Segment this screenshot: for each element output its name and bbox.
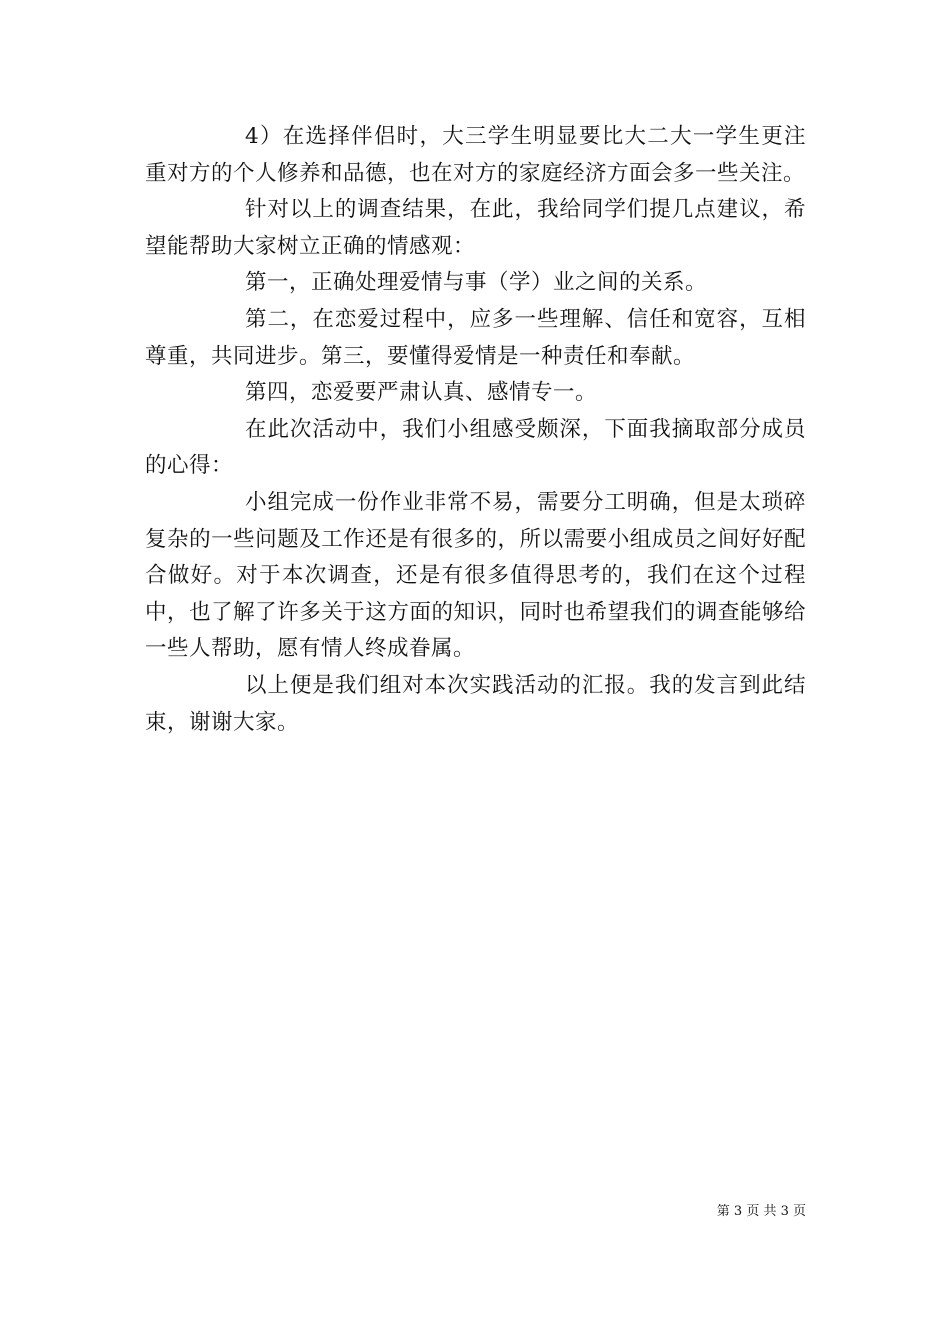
paragraph-suggestions-intro: 针对以上的调查结果，在此，我给同学们提几点建议，希望能帮助大家树立正确的情感观： bbox=[145, 197, 806, 259]
document-body bbox=[145, 119, 806, 741]
paragraph-closing: 以上便是我们组对本次实践活动的汇报。我的发言到此结束，谢谢大家。 bbox=[145, 672, 806, 735]
paragraph-suggestion-four: 第四，恋爱要严肃认真、感情专一。 bbox=[245, 380, 598, 406]
paragraph-suggestion-two-three: 第二，在恋爱过程中，应多一些理解、信任和宽容，互相尊重，共同进步。第三，要懂得爱情是一种责任和奉献。 bbox=[145, 306, 806, 369]
paragraph-member-thoughts: 小组完成一份作业非常不易，需要分工明确，但是太琐碎复杂的一些问题及工作还是有很多的，所以需要小组成员之间好好配合做好。对于本次调查，还是有很多值得思考的，我们在这个过程中，也了解了许多关于这方面的知识，同时也希望我们的调查能够给一些人帮助，愿有情人终成眷属。 bbox=[145, 489, 806, 662]
paragraph-activity-reflection: 在此次活动中，我们小组感受颇深，下面我摘取部分成员的心得： bbox=[145, 416, 806, 479]
paragraph-suggestion-one: 第一，正确处理爱情与事（学）业之间的关系。 bbox=[245, 270, 708, 296]
paragraph-partner-selection: 4）在选择伴侣时，大三学生明显要比大二大一学生更注重对方的个人修养和品德，也在对方的家庭经济方面会多一些关注。 bbox=[145, 124, 806, 186]
page-footer: 第 3 页 共 3 页 bbox=[716, 1204, 806, 1219]
